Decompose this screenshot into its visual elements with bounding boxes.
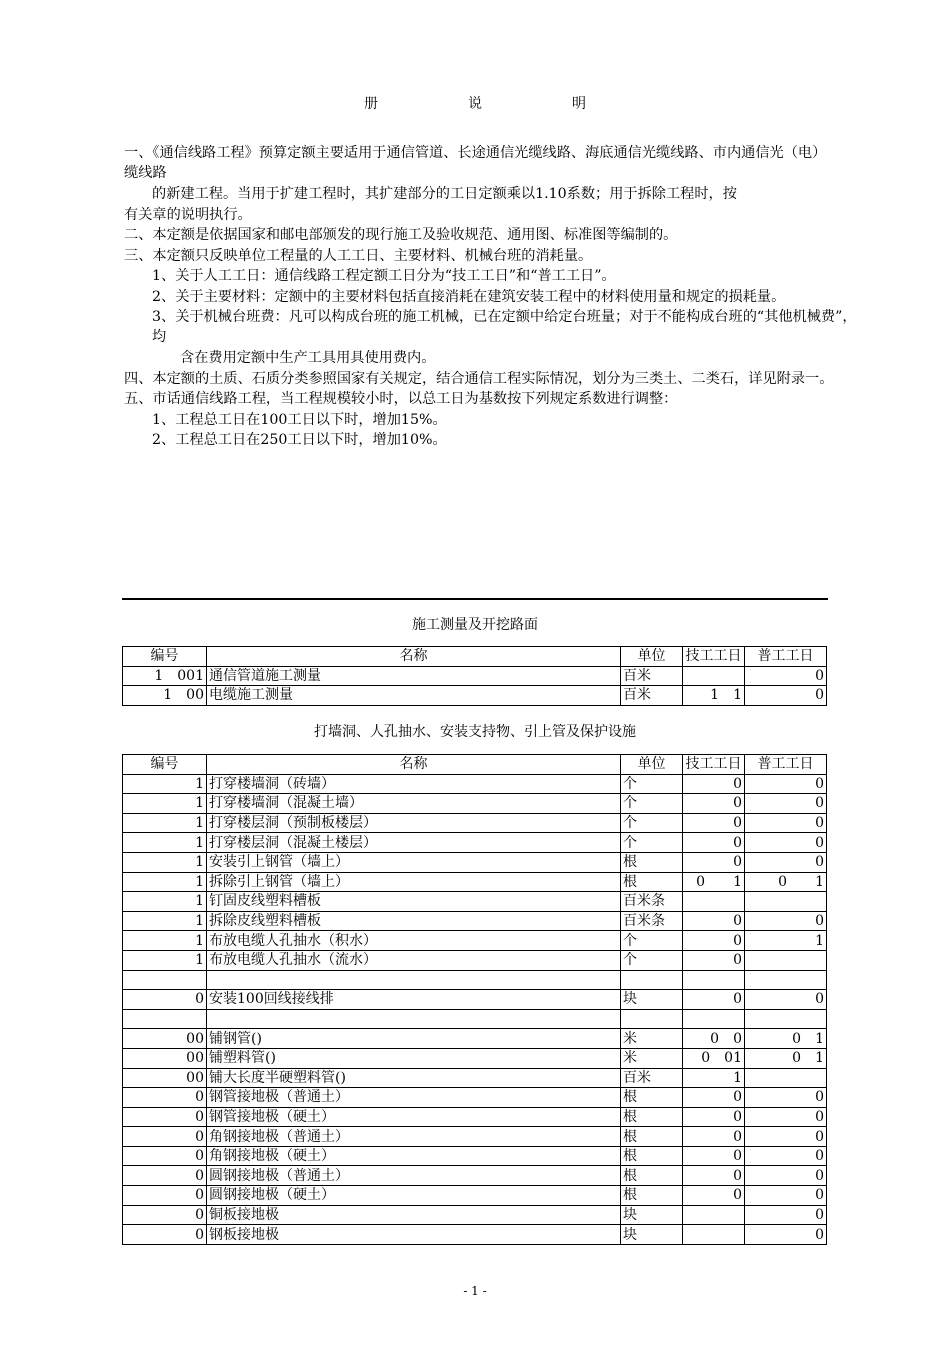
table-cell <box>745 950 827 970</box>
table-cell <box>621 1009 683 1029</box>
table-cell: 百米 <box>621 686 683 706</box>
table-row <box>123 911 827 931</box>
table-cell <box>683 892 745 912</box>
table-cell: 1 <box>745 931 827 951</box>
table-cell: 1 <box>123 892 207 912</box>
table-cell: 钢板接地极 <box>207 1225 621 1245</box>
table-cell: 1 <box>123 774 207 794</box>
table-cell: 0 <box>683 813 745 833</box>
table-cell <box>123 1009 207 1029</box>
page-title: 册 说 明 <box>364 96 624 112</box>
table-row <box>123 1088 827 1108</box>
table-cell: 0 <box>745 833 827 853</box>
table-cell: 0 <box>745 1088 827 1108</box>
table-cell: 0 <box>683 990 745 1010</box>
table-cell: 角钢接地极（硬土） <box>207 1146 621 1166</box>
table-cell: 个 <box>621 931 683 951</box>
table-cell: 1 00 <box>123 686 207 706</box>
table-cell: 1 <box>123 950 207 970</box>
table-cell: 布放电缆人孔抽水（积水） <box>207 931 621 951</box>
table-cell: 铺塑料管() <box>207 1048 621 1068</box>
table-cell: 0 <box>683 1186 745 1206</box>
table-cell: 1 <box>123 794 207 814</box>
table-cell <box>683 1225 745 1245</box>
table-row <box>123 892 827 912</box>
column-header: 单位 <box>621 647 683 667</box>
section2-title: 打墙洞、人孔抽水、安装支持物、引上管及保护设施 <box>314 724 636 740</box>
table-cell: 0 1 <box>745 1029 827 1049</box>
table-cell: 打穿楼墙洞（砖墙） <box>207 774 621 794</box>
table-row <box>123 1205 827 1225</box>
table-row <box>123 686 827 706</box>
note-paragraph: 2、工程总工日在250工日以下时，增加10%。 <box>152 432 447 448</box>
table-row <box>123 1146 827 1166</box>
table-cell: 00 <box>123 1048 207 1068</box>
table-cell <box>683 666 745 686</box>
table-cell: 0 0 <box>683 1029 745 1049</box>
table-cell: 百米条 <box>621 892 683 912</box>
table-cell: 根 <box>621 1166 683 1186</box>
section1-title: 施工测量及开挖路面 <box>412 617 538 633</box>
table-cell: 0 <box>123 1225 207 1245</box>
table-row <box>123 833 827 853</box>
table-cell: 百米 <box>621 666 683 686</box>
table-cell <box>207 1009 621 1029</box>
table-cell: 0 1 <box>683 872 745 892</box>
column-header: 编号 <box>123 647 207 667</box>
table-cell: 0 <box>745 852 827 872</box>
table-cell: 0 <box>123 1107 207 1127</box>
table-cell: 0 <box>683 1107 745 1127</box>
table-cell: 0 <box>123 1166 207 1186</box>
table-cell: 1 <box>123 931 207 951</box>
table-cell: 根 <box>621 1186 683 1206</box>
table-cell: 圆钢接地极（硬土） <box>207 1186 621 1206</box>
table-cell: 0 <box>123 990 207 1010</box>
table-cell: 根 <box>621 1146 683 1166</box>
column-header: 编号 <box>123 755 207 775</box>
table-cell: 1 <box>123 813 207 833</box>
table-cell: 0 <box>745 1127 827 1147</box>
note-paragraph: 二、本定额是依据国家和邮电部颁发的现行施工及验收规范、通用图、标准图等编制的。 <box>124 227 678 243</box>
note-paragraph: 有关章的说明执行。 <box>124 206 252 223</box>
table-cell: 电缆施工测量 <box>207 686 621 706</box>
table-cell: 圆钢接地极（普通土） <box>207 1166 621 1186</box>
table-cell: 0 <box>745 1205 827 1225</box>
table-cell: 00 <box>123 1068 207 1088</box>
table-cell: 0 <box>745 666 827 686</box>
table-cell: 0 <box>745 911 827 931</box>
table-cell: 块 <box>621 1205 683 1225</box>
table-cell: 0 <box>683 794 745 814</box>
table-cell: 1 <box>123 852 207 872</box>
note-paragraph: 五、市话通信线路工程，当工程规模较小时，以总工日为基数按下列规定系数进行调整： <box>124 391 678 407</box>
table-cell <box>123 970 207 990</box>
table-header-row <box>123 755 827 775</box>
column-header: 名称 <box>207 755 621 775</box>
table-cell: 0 <box>683 1127 745 1147</box>
table-cell: 0 <box>683 1088 745 1108</box>
table-cell: 1 <box>123 872 207 892</box>
table-cell: 布放电缆人孔抽水（流水） <box>207 950 621 970</box>
table-cell <box>621 970 683 990</box>
table-cell: 个 <box>621 813 683 833</box>
table-cell: 安装引上钢管（墙上） <box>207 852 621 872</box>
table-cell: 0 <box>123 1186 207 1206</box>
table-cell: 根 <box>621 852 683 872</box>
table-cell: 铺大长度半硬塑料管() <box>207 1068 621 1088</box>
table-cell: 0 <box>683 833 745 853</box>
table-cell: 拆除皮线塑料槽板 <box>207 911 621 931</box>
table-cell: 0 <box>683 1166 745 1186</box>
table-row <box>123 852 827 872</box>
note-paragraph: 四、本定额的土质、石质分类参照国家有关规定，结合通信工程实际情况，划分为三类土、二类石，详见附录一。 <box>124 370 834 387</box>
table-cell: 角钢接地极（普通土） <box>207 1127 621 1147</box>
table-cell: 0 <box>123 1205 207 1225</box>
table-row <box>123 1225 827 1245</box>
table-cell <box>745 1009 827 1029</box>
table-cell <box>683 1009 745 1029</box>
table-row <box>123 774 827 794</box>
table-cell: 钢管接地极（硬土） <box>207 1107 621 1127</box>
table-cell: 1 <box>683 1068 745 1088</box>
table-cell: 1 <box>123 911 207 931</box>
table-cell: 根 <box>621 872 683 892</box>
table-cell: 0 <box>123 1127 207 1147</box>
table-cell: 0 <box>745 1107 827 1127</box>
table-cell <box>683 1205 745 1225</box>
section-divider <box>122 598 828 600</box>
table-cell: 钉固皮线塑料槽板 <box>207 892 621 912</box>
table-cell: 0 <box>683 774 745 794</box>
table-cell: 0 <box>123 1088 207 1108</box>
table-cell: 拆除引上钢管（墙上） <box>207 872 621 892</box>
table-cell: 米 <box>621 1048 683 1068</box>
table-cell: 0 <box>745 1225 827 1245</box>
note-paragraph: 的新建工程。当用于扩建工程时，其扩建部分的工日定额乘以1.10系数；用于拆除工程时，按 <box>152 186 737 202</box>
section1-table <box>122 646 827 706</box>
table-row <box>123 1186 827 1206</box>
table-cell: 根 <box>621 1088 683 1108</box>
table-cell: 0 <box>123 1146 207 1166</box>
table-cell: 根 <box>621 1107 683 1127</box>
table-cell: 钢管接地极（普通土） <box>207 1088 621 1108</box>
table-cell: 块 <box>621 1225 683 1245</box>
note-paragraph: 含在费用定额中生产工具用具使用费内。 <box>180 350 436 366</box>
table-cell <box>745 970 827 990</box>
table-cell: 00 <box>123 1029 207 1049</box>
table-cell: 百米 <box>621 1068 683 1088</box>
table-row <box>123 1048 827 1068</box>
table-cell: 0 <box>745 990 827 1010</box>
table-cell: 百米条 <box>621 911 683 931</box>
table-cell: 0 <box>683 950 745 970</box>
table-row <box>123 1166 827 1186</box>
table-cell: 0 <box>745 1166 827 1186</box>
table-row <box>123 666 827 686</box>
section2-table <box>122 754 827 1245</box>
column-header: 技工工日 <box>683 755 745 775</box>
table-cell: 安装100回线接线排 <box>207 990 621 1010</box>
table-cell: 个 <box>621 950 683 970</box>
table-cell: 0 1 <box>745 1048 827 1068</box>
note-paragraph: 1、工程总工日在100工日以下时，增加15%。 <box>152 411 447 428</box>
note-paragraph: 2、关于主要材料：定额中的主要材料包括直接消耗在建筑安装工程中的材料使用量和规定的损耗量。 <box>152 288 786 305</box>
table-row <box>123 1127 827 1147</box>
table-cell: 根 <box>621 1127 683 1147</box>
column-header: 单位 <box>621 755 683 775</box>
table-row <box>123 1068 827 1088</box>
table-cell: 铜板接地极 <box>207 1205 621 1225</box>
table-cell: 0 01 <box>683 1048 745 1068</box>
table-cell: 0 <box>745 1146 827 1166</box>
table-cell: 0 <box>745 774 827 794</box>
table-cell: 0 <box>683 1146 745 1166</box>
table-cell: 通信管道施工测量 <box>207 666 621 686</box>
table-cell <box>745 892 827 912</box>
table-cell: 个 <box>621 774 683 794</box>
note-paragraph: 3、关于机械台班费：凡可以构成台班的施工机械，已在定额中给定台班量；对于不能构成台班的“其他机械费”，均 <box>152 309 857 345</box>
table-row <box>123 1009 827 1029</box>
table-cell: 个 <box>621 794 683 814</box>
table-cell: 0 <box>683 911 745 931</box>
table-cell: 打穿楼墙洞（混凝土墙） <box>207 794 621 814</box>
table-cell: 1 1 <box>683 686 745 706</box>
table-cell: 0 <box>683 852 745 872</box>
table-row <box>123 794 827 814</box>
table-cell <box>745 1068 827 1088</box>
table-row <box>123 990 827 1010</box>
column-header: 普工工日 <box>745 755 827 775</box>
table-cell: 块 <box>621 990 683 1010</box>
table-cell: 1 001 <box>123 666 207 686</box>
note-paragraph: 一、《通信线路工程》预算定额主要适用于通信管道、长途通信光缆线路、海底通信光缆线路、市内通信光（电）缆线路 <box>124 145 827 181</box>
column-header: 技工工日 <box>683 647 745 667</box>
table-cell: 打穿楼层洞（混凝土楼层） <box>207 833 621 853</box>
table-row <box>123 813 827 833</box>
table-cell: 1 <box>123 833 207 853</box>
column-header: 名称 <box>207 647 621 667</box>
table-cell: 0 <box>745 686 827 706</box>
table-row <box>123 872 827 892</box>
table-cell: 0 <box>745 794 827 814</box>
page-number: - 1 - <box>463 1284 487 1298</box>
table-cell: 米 <box>621 1029 683 1049</box>
note-paragraph: 1、关于人工工日：通信线路工程定额工日分为“技工工日”和“普工工日”。 <box>152 268 616 284</box>
table-cell <box>207 970 621 990</box>
table-row <box>123 931 827 951</box>
table-cell: 0 <box>745 1186 827 1206</box>
table-cell: 0 1 <box>745 872 827 892</box>
table-header-row <box>123 647 827 667</box>
table-cell: 0 <box>745 813 827 833</box>
table-row <box>123 970 827 990</box>
table-cell: 个 <box>621 833 683 853</box>
column-header: 普工工日 <box>745 647 827 667</box>
table-row <box>123 950 827 970</box>
note-paragraph: 三、本定额只反映单位工程量的人工工日、主要材料、机械台班的消耗量。 <box>124 247 593 264</box>
table-cell: 打穿楼层洞（预制板楼层） <box>207 813 621 833</box>
table-row <box>123 1029 827 1049</box>
table-cell: 0 <box>683 931 745 951</box>
table-cell: 铺钢管() <box>207 1029 621 1049</box>
table-row <box>123 1107 827 1127</box>
table-cell <box>683 970 745 990</box>
